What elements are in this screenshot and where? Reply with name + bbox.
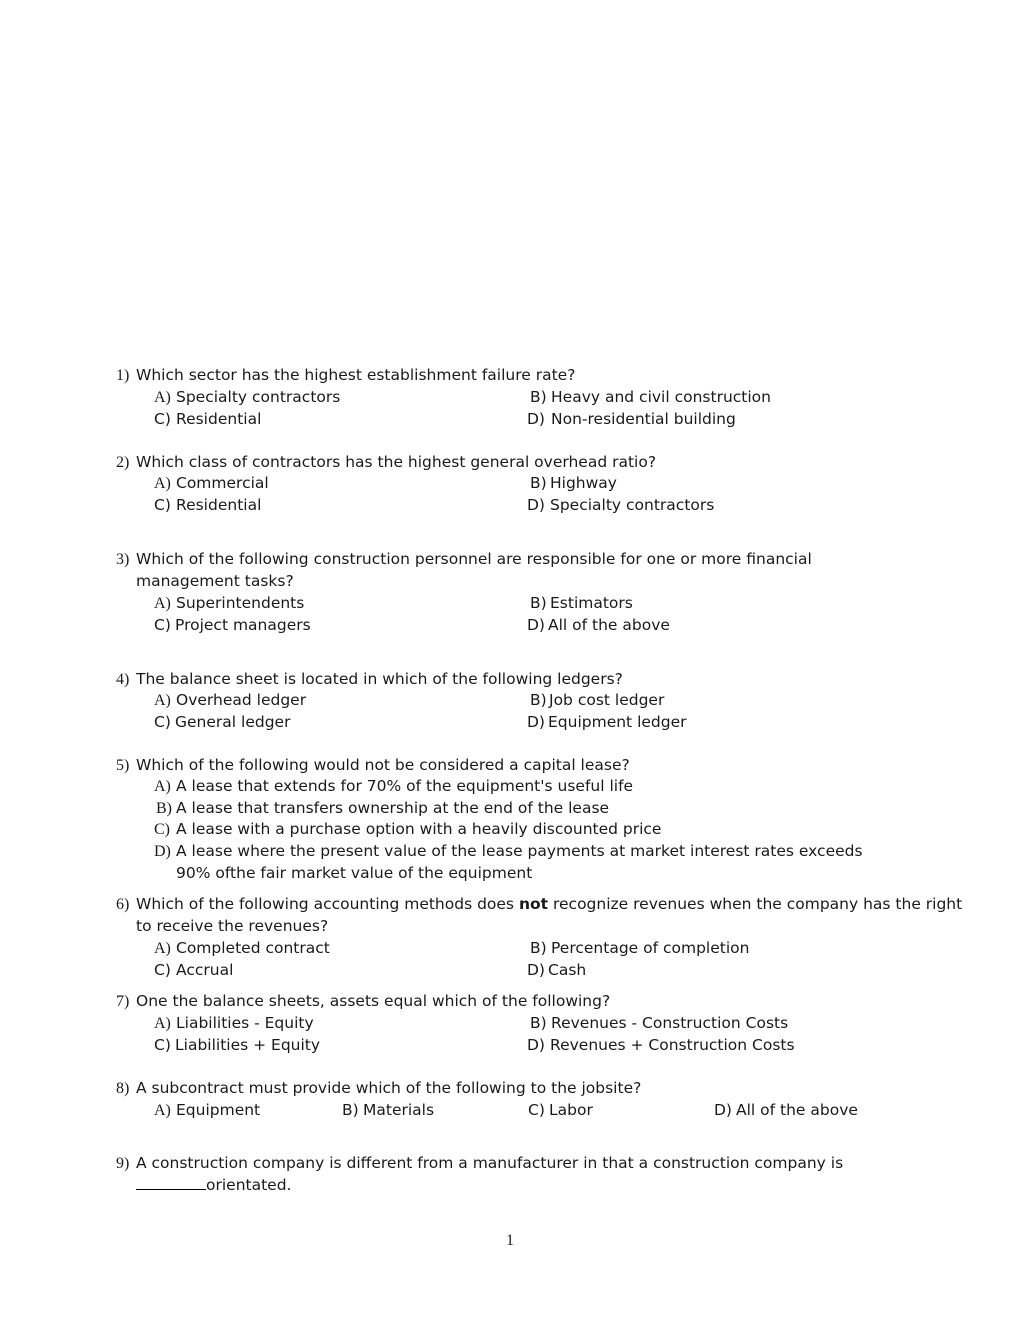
question-text-continued: [136, 1175, 291, 1195]
option-text: Equipment ledger: [548, 713, 687, 731]
option-text: Completed contract: [176, 939, 330, 957]
option-text: A lease that extends for 70% of the equipment's useful life: [176, 777, 634, 795]
option-label: D): [527, 1036, 545, 1054]
question-text: Which of the following construction personnel are responsible for one or more financial: [136, 550, 812, 568]
option-text-continued: 90% ofthe fair market value of the equipment: [176, 864, 533, 882]
option-text: A lease that transfers ownership at the end of the lease: [176, 799, 610, 817]
question-text: One the balance sheets, assets equal which of the following?: [136, 992, 611, 1010]
option-text: Materials: [363, 1101, 435, 1119]
option-label: A): [154, 692, 171, 709]
option-text: Overhead ledger: [176, 691, 307, 709]
option-text: All of the above: [736, 1101, 858, 1119]
question-text-pre: Which of the following accounting methods does: [136, 895, 515, 913]
option-label: C): [154, 713, 171, 731]
option-label: C): [154, 410, 171, 428]
option-text: A lease with a purchase option with a heavily discounted price: [176, 820, 662, 838]
option-label: A): [154, 940, 171, 957]
option-text: Heavy and civil construction: [551, 388, 771, 406]
option-label: C): [154, 961, 171, 979]
option-label: B): [156, 800, 172, 817]
option-text: Liabilities + Equity: [175, 1036, 321, 1054]
question-text-post: recognize revenues when the company has the right: [552, 895, 963, 913]
question-text: [136, 894, 962, 914]
question-text: Which class of contractors has the highest general overhead ratio?: [136, 453, 657, 471]
option-label: B): [342, 1101, 359, 1119]
question-text: Which of the following would not be considered a capital lease?: [136, 756, 630, 774]
option-label: D): [154, 843, 171, 860]
option-label: C): [154, 1036, 171, 1054]
question-number: 3): [116, 551, 130, 568]
blank-suffix: orientated.: [206, 1176, 292, 1194]
option-text: All of the above: [548, 616, 670, 634]
option-label: A): [154, 389, 171, 406]
option-label: B): [530, 474, 547, 492]
question-number: 8): [116, 1080, 130, 1097]
option-text: General ledger: [175, 713, 291, 731]
option-text: Equipment: [176, 1101, 261, 1119]
option-text: Specialty contractors: [176, 388, 341, 406]
option-label: A): [154, 475, 171, 492]
option-text: Superintendents: [176, 594, 305, 612]
question-number: 6): [116, 896, 130, 913]
option-label: C): [154, 821, 170, 838]
option-label: D): [714, 1101, 732, 1119]
question-number: 4): [116, 671, 130, 688]
option-label: D): [527, 410, 545, 428]
option-text: Estimators: [550, 594, 633, 612]
option-label: D): [527, 713, 545, 731]
option-label: C): [154, 616, 171, 634]
option-label: B): [530, 939, 547, 957]
fill-in-blank: [136, 1175, 206, 1190]
option-text: Labor: [549, 1101, 593, 1119]
emphasis-not: not: [518, 895, 549, 913]
question-text: A construction company is different from a manufacturer in that a construction company is: [136, 1154, 844, 1172]
question-text: The balance sheet is located in which of the following ledgers?: [136, 670, 623, 688]
option-label: A): [154, 778, 171, 795]
option-label: A): [154, 1102, 171, 1119]
question-text-continued: to receive the revenues?: [136, 917, 329, 935]
question-number: 9): [116, 1155, 130, 1172]
question-text-continued: management tasks?: [136, 572, 294, 590]
option-text: Revenues - Construction Costs: [551, 1014, 789, 1032]
option-label: B): [530, 388, 547, 406]
question-number: 2): [116, 454, 130, 471]
option-label: A): [154, 1015, 171, 1032]
page-number: 1: [506, 1232, 514, 1249]
option-text: Project managers: [175, 616, 311, 634]
option-label: D): [527, 496, 545, 514]
question-number: 7): [116, 993, 130, 1010]
option-text: Cash: [548, 961, 587, 979]
option-text: A lease where the present value of the lease payments at market interest rates exceeds: [176, 842, 863, 860]
option-label: D): [527, 961, 545, 979]
question-number: 1): [116, 367, 130, 384]
option-label: C): [154, 496, 171, 514]
option-label: D): [527, 616, 545, 634]
option-text: Percentage of completion: [551, 939, 750, 957]
option-text: Residential: [176, 496, 262, 514]
option-text: Residential: [176, 410, 262, 428]
option-label: B): [530, 594, 547, 612]
option-label: C): [528, 1101, 545, 1119]
option-text: Highway: [550, 474, 617, 492]
option-text: Non-residential building: [551, 410, 736, 428]
question-number: 5): [116, 757, 130, 774]
option-text: Liabilities - Equity: [176, 1014, 314, 1032]
option-text: Revenues + Construction Costs: [550, 1036, 795, 1054]
option-label: A): [154, 595, 171, 612]
option-text: Accrual: [176, 961, 234, 979]
question-text: Which sector has the highest establishment failure rate?: [136, 366, 576, 384]
option-text: Job cost ledger: [549, 691, 665, 709]
option-label: B): [530, 1014, 547, 1032]
question-text: A subcontract must provide which of the following to the jobsite?: [136, 1079, 642, 1097]
option-text: Commercial: [176, 474, 269, 492]
option-label: B): [530, 691, 547, 709]
option-text: Specialty contractors: [550, 496, 715, 514]
